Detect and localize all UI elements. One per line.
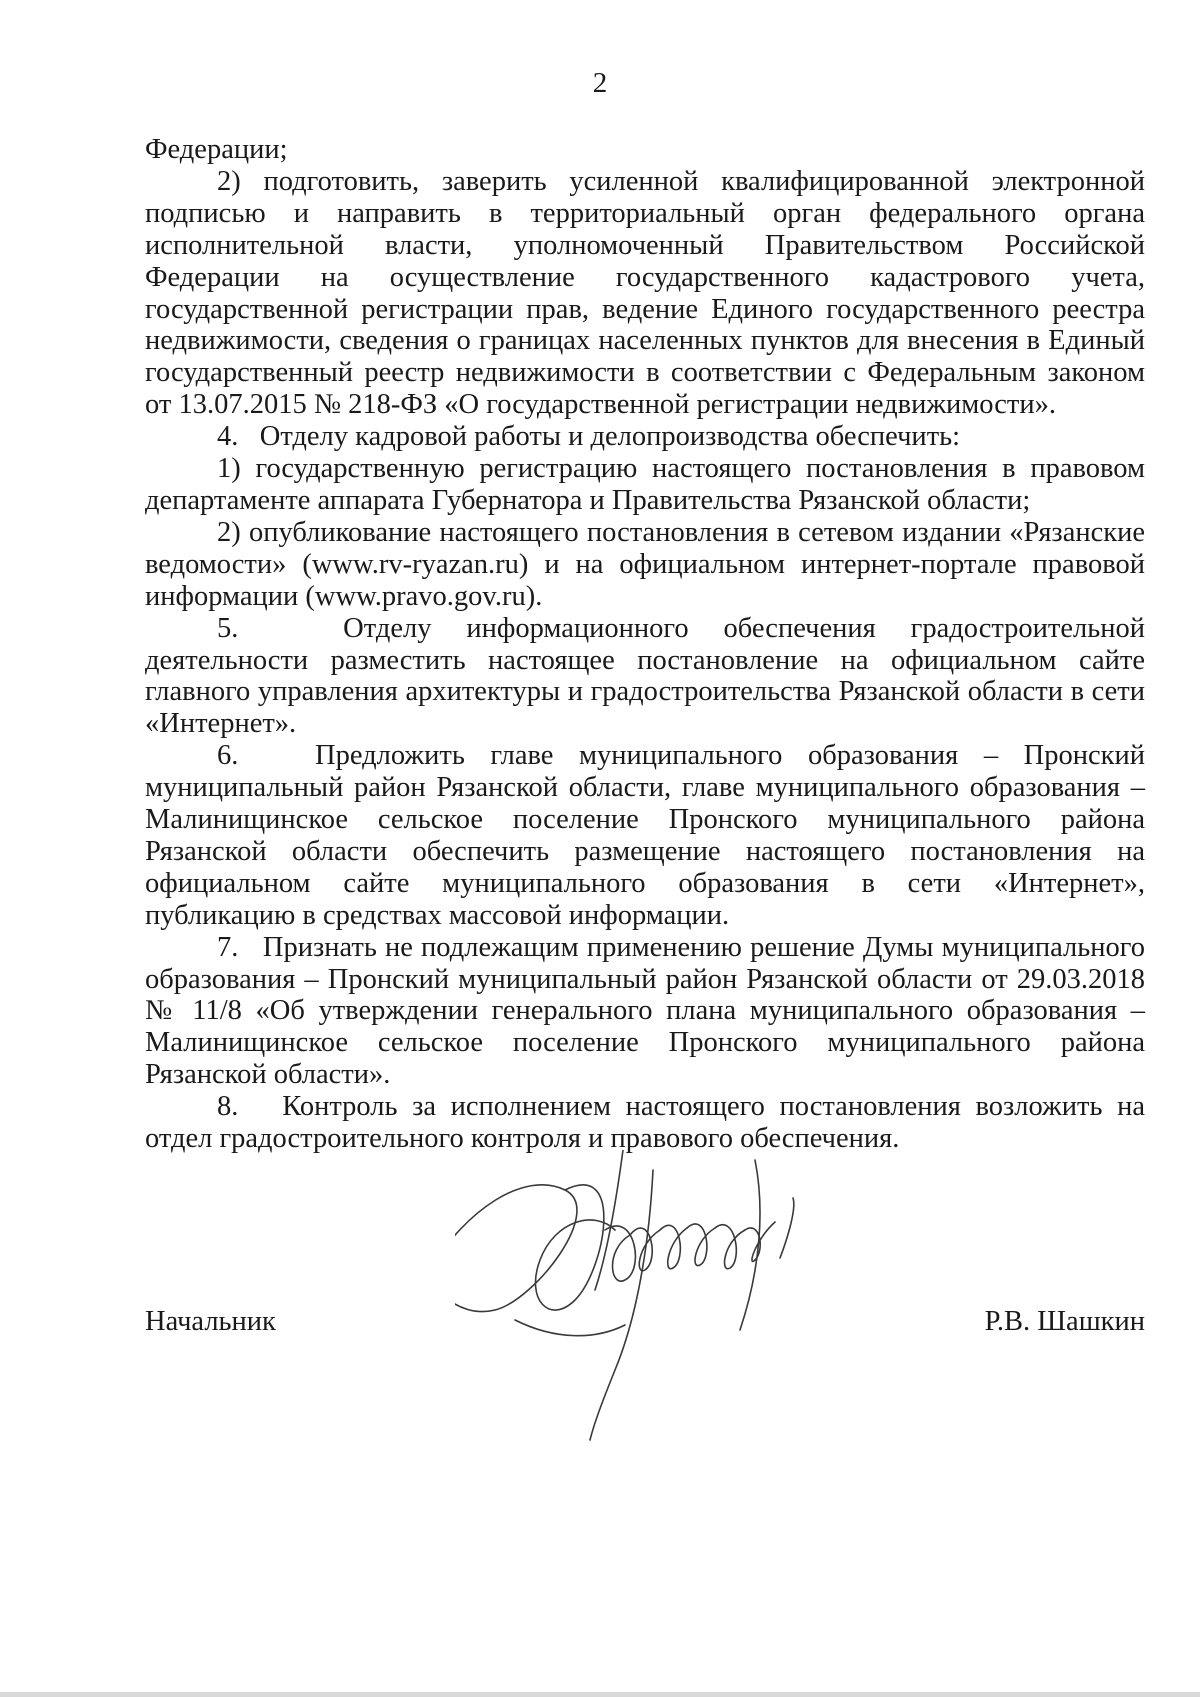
paragraph-item-4-2: 2) опубликование настоящего постановления в сетевом издании «Рязанские ведомости» (www.rv-ryazan.ru) и на официальном интернет-портале правовой информации (www.pravo.gov.ru). (145, 516, 1145, 612)
handwritten-signature (455, 1150, 875, 1450)
signatory-name: Р.В. Шашкин (984, 1306, 1145, 1337)
paragraph-item-5: 5. Отделу информационного обеспечения градостроительной деятельности разместить настоящее постановление на официальном сайте главного управления архитектуры и градостроительства Рязанской области в сети «Интернет». (145, 612, 1145, 740)
page-number: 2 (592, 67, 608, 99)
paragraph-item-6: 6. Предложить главе муниципального образования – Пронский муниципальный район Рязанской области, главе муниципального образования – Малинищинское сельское поселение Пронского муниципального района Рязанской области обеспечить размещение настоящего постановления на официальном сайте муниципального образования в сети «Интернет», публикацию в средствах массовой информации. (145, 740, 1145, 931)
position-title: Начальник (145, 1306, 276, 1337)
paragraph-item-8: 8. Контроль за исполнением настоящего постановления возложить на отдел градостроительного контроля и правового обеспечения. (145, 1091, 1145, 1155)
scan-edge (0, 1692, 1200, 1697)
paragraph-federation-continuation: Федерации; (145, 134, 288, 165)
paragraph-item-4-1: 1) государственную регистрацию настоящего постановления в правовом департаменте аппарата Губернатора и Правительства Рязанской области; (145, 453, 1145, 516)
paragraph-item-7: 7. Признать не подлежащим применению решение Думы муниципального образования – Пронский муниципальный район Рязанской области от 29.03.2018 № 11/8 «Об утверждении генерального плана муниципального образования – Малинищинское сельское поселение Пронского муниципального района Рязанской области». (145, 931, 1145, 1091)
paragraph-item-4: 4. Отделу кадровой работы и делопроизводства обеспечить: (217, 421, 961, 453)
paragraph-item-2-registration: 2) подготовить, заверить усиленной квалифицированной электронной подписью и направить в территориальный орган федерального органа исполнительной власти, уполномоченный Правительством Российской Федерации на осуществление государственного кадастрового учета, государственной регистрации прав, ведение Единого государственного реестра недвижимости, сведения о границах населенных пунктов для внесения в Единый государственный реестр недвижимости в соответствии с Федеральным законом от 13.07.2015 № 218-ФЗ «О государственной регистрации недвижимости». (145, 165, 1145, 421)
document-body (145, 134, 1145, 1155)
